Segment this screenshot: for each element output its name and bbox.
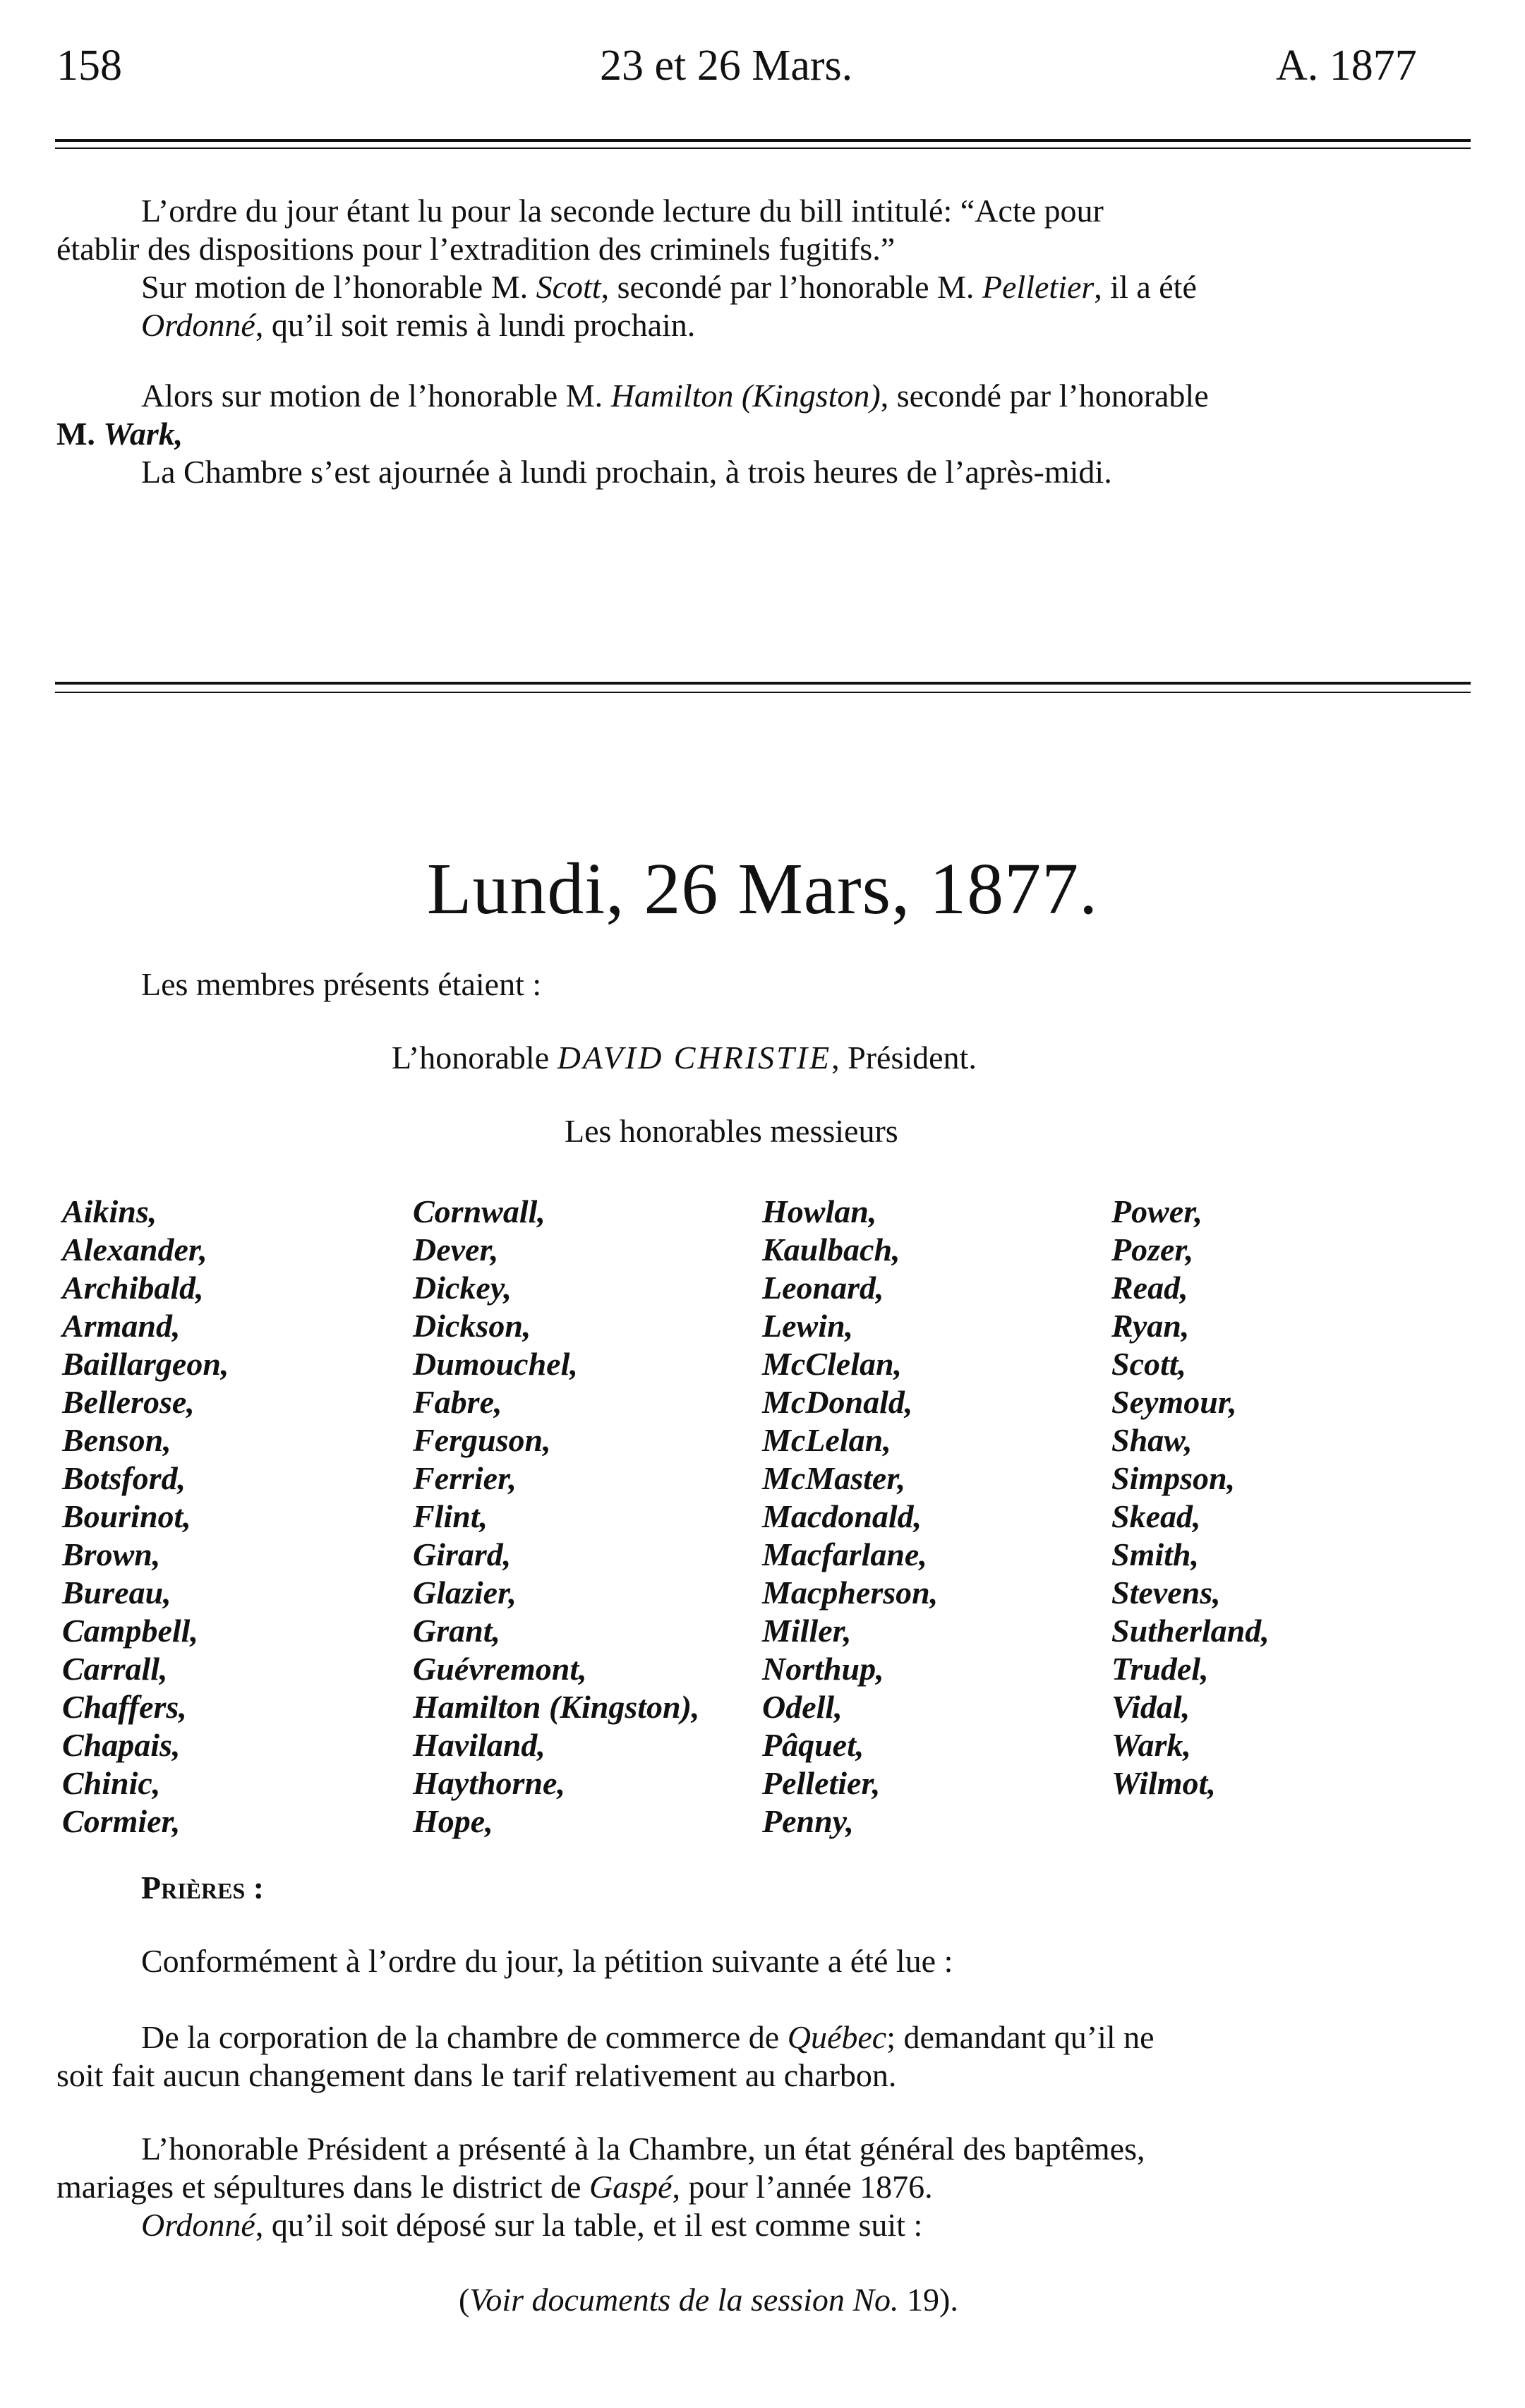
member-name: Pozer, xyxy=(1111,1232,1194,1268)
member-name: Wilmot, xyxy=(1111,1765,1216,1801)
president-name: DAVID CHRISTIE xyxy=(557,1040,832,1076)
member-name: Northup, xyxy=(762,1651,884,1687)
page-number: 158 xyxy=(56,42,122,90)
member-name: McClelan, xyxy=(762,1346,903,1382)
petition-line-2: soit fait aucun changement dans le tarif relativement au charbon. xyxy=(56,2057,897,2093)
member-name: Hamilton (Kingston), xyxy=(413,1689,700,1725)
member-name: Stevens, xyxy=(1111,1575,1221,1611)
member-name: Ferguson, xyxy=(413,1422,551,1458)
member-name: Campbell, xyxy=(62,1613,198,1649)
president-return-line-2: mariages et sépultures dans le district de Gaspé, pour l’année 1876. xyxy=(56,2169,933,2205)
member-name: Grant, xyxy=(413,1613,500,1649)
name-hamilton: Hamilton (Kingston) xyxy=(610,378,881,414)
member-name: Ryan, xyxy=(1111,1308,1190,1344)
member-name: Smith, xyxy=(1111,1536,1200,1572)
motion-scott-line: Sur motion de l’honorable M. Scott, secondé par l’honorable M. Pelletier, il a été xyxy=(141,269,1197,305)
name-wark: Wark, xyxy=(103,416,183,452)
member-name: Dumouchel, xyxy=(413,1346,578,1382)
member-name: Macdonald, xyxy=(762,1498,922,1534)
member-name: Bureau, xyxy=(62,1575,171,1611)
page-date-header: 23 et 26 Mars. xyxy=(600,42,853,90)
member-name: Penny, xyxy=(762,1803,854,1839)
place-gaspe: Gaspé xyxy=(589,2169,673,2205)
ordered-tabled-line: Ordonné, qu’il soit déposé sur la table, et il est comme suit : xyxy=(141,2207,923,2243)
honorables-label: Les honorables messieurs xyxy=(565,1113,898,1149)
member-name: Scott, xyxy=(1111,1346,1187,1382)
petition-read-line: Conformément à l’ordre du jour, la pétition suivante a été lue : xyxy=(141,1943,953,1979)
adjournment-line: La Chambre s’est ajournée à lundi prochain, à trois heures de l’après-midi. xyxy=(141,454,1112,490)
ordered-postpone-line: Ordonné, qu’il soit remis à lundi prochain. xyxy=(141,307,696,343)
member-name: Chapais, xyxy=(62,1727,181,1763)
member-name: McMaster, xyxy=(762,1460,906,1496)
member-name: Aikins, xyxy=(62,1193,157,1229)
member-name: Archibald, xyxy=(62,1270,204,1306)
member-name: Haythorne, xyxy=(413,1765,565,1801)
member-name: Trudel, xyxy=(1111,1651,1209,1687)
section-rule-thick xyxy=(55,682,1471,685)
adjourn-motion-line-2: M. Wark, xyxy=(56,416,183,452)
order-paragraph-line-2: établir des dispositions pour l’extradition des criminels fugitifs.” xyxy=(56,231,896,267)
member-name: Chaffers, xyxy=(62,1689,187,1725)
member-name: Power, xyxy=(1111,1193,1203,1229)
member-name: Carrall, xyxy=(62,1651,168,1687)
member-name: Brown, xyxy=(62,1536,161,1572)
member-name: Macfarlane, xyxy=(762,1536,927,1572)
member-name: Macpherson, xyxy=(762,1575,939,1611)
member-name: McDonald, xyxy=(762,1384,913,1420)
member-name: Botsford, xyxy=(62,1460,186,1496)
member-name: Guévremont, xyxy=(413,1651,587,1687)
members-present-label: Les membres présents étaient : xyxy=(141,966,542,1002)
member-name: Sutherland, xyxy=(1111,1613,1270,1649)
member-name: Shaw, xyxy=(1111,1422,1193,1458)
prayers-label: Prières : xyxy=(141,1870,265,1906)
member-name: Bourinot, xyxy=(62,1498,191,1534)
member-name: Seymour, xyxy=(1111,1384,1237,1420)
header-rule-thick xyxy=(55,139,1471,142)
member-name: Howlan, xyxy=(762,1193,877,1229)
member-name: McLelan, xyxy=(762,1422,891,1458)
member-name: Cormier, xyxy=(62,1803,181,1839)
member-name: Vidal, xyxy=(1111,1689,1191,1725)
header-rule-thin xyxy=(55,148,1471,149)
member-column-1 xyxy=(62,1193,429,1841)
member-name: Baillargeon, xyxy=(62,1346,229,1382)
member-name: Pâquet, xyxy=(762,1727,864,1763)
petition-line-1: De la corporation de la chambre de commerce de Québec; demandant qu’il ne xyxy=(141,2019,1155,2055)
member-name: Leonard, xyxy=(762,1270,884,1306)
member-name: Fabre, xyxy=(413,1384,502,1420)
member-column-3 xyxy=(762,1193,1129,1841)
member-column-2 xyxy=(413,1193,780,1841)
member-name: Glazier, xyxy=(413,1575,517,1611)
member-name: Dickey, xyxy=(413,1270,512,1306)
name-pelletier: Pelletier xyxy=(982,269,1095,305)
sitting-date-title: Lundi, 26 Mars, 1877. xyxy=(426,848,1099,929)
member-name: Lewin, xyxy=(762,1308,854,1344)
member-name: Dickson, xyxy=(413,1308,531,1344)
member-name: Hope, xyxy=(413,1803,493,1839)
member-name: Wark, xyxy=(1111,1727,1191,1763)
section-rule-thin xyxy=(55,692,1471,693)
member-name: Miller, xyxy=(762,1613,852,1649)
page-year-header: A. 1877 xyxy=(1276,42,1417,90)
member-name: Simpson, xyxy=(1111,1460,1236,1496)
member-name: Cornwall, xyxy=(413,1193,545,1229)
member-name: Bellerose, xyxy=(62,1384,195,1420)
member-name: Chinic, xyxy=(62,1765,161,1801)
member-name: Haviland, xyxy=(413,1727,545,1763)
member-name: Pelletier, xyxy=(762,1765,881,1801)
president-line: L’honorable DAVID CHRISTIE, Président. xyxy=(392,1040,977,1076)
president-return-line-1: L’honorable Président a présenté à la Chambre, un état général des baptêmes, xyxy=(141,2131,1145,2167)
member-name: Skead, xyxy=(1111,1498,1201,1534)
adjourn-motion-line-1: Alors sur motion de l’honorable M. Hamilton (Kingston), secondé par l’honorable xyxy=(141,378,1209,414)
member-name: Kaulbach, xyxy=(762,1232,900,1268)
member-name: Armand, xyxy=(62,1308,181,1344)
member-name: Dever, xyxy=(413,1232,499,1268)
see-documents-line: (Voir documents de la session No. 19). xyxy=(459,2282,958,2318)
place-quebec: Québec xyxy=(787,2019,887,2055)
member-name: Benson, xyxy=(62,1422,171,1458)
order-paragraph-line-1: L’ordre du jour étant lu pour la seconde lecture du bill intitulé: “Acte pour xyxy=(141,193,1104,229)
member-name: Ferrier, xyxy=(413,1460,517,1496)
member-name: Odell, xyxy=(762,1689,843,1725)
member-name: Girard, xyxy=(413,1536,512,1572)
member-name: Flint, xyxy=(413,1498,488,1534)
name-scott: Scott xyxy=(536,269,601,305)
member-name: Read, xyxy=(1111,1270,1188,1306)
member-name: Alexander, xyxy=(62,1232,207,1268)
member-column-4 xyxy=(1111,1193,1478,1802)
